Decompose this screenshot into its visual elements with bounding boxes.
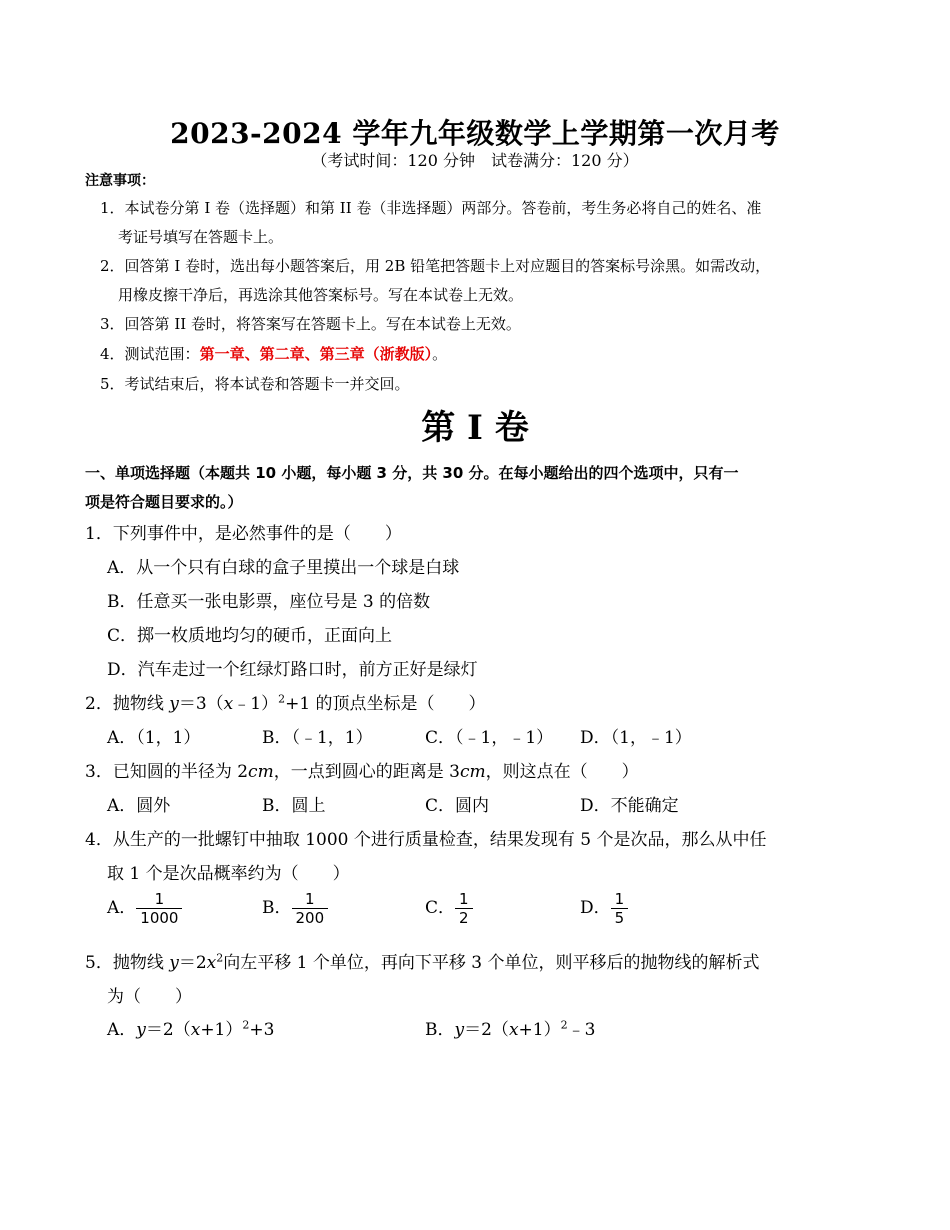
question-5-option-a: A．$y=2(x+1)^2+3$ — [107, 1018, 275, 1040]
question-4-option-b: B． $\frac{1}{200}$ — [262, 890, 328, 927]
notice-item-2: 2．回答第 I 卷时，选出每小题答案后，用 2B 铅笔把答题卡上对应题目的答案标号涂黑。如需改动， — [100, 257, 771, 275]
notice-item-2-cont: 用橡皮擦干净后，再选涂其他答案标号。写在本试卷上无效。 — [118, 286, 524, 304]
exam-subtitle: （考试时间：120 分钟 试卷满分：120 分） — [311, 151, 639, 170]
question-2-option-a: A．（1，1） — [107, 728, 201, 748]
question-3-option-b: B．圆上 — [262, 796, 326, 816]
question-4-stem: 4．从生产的一批螺钉中抽取 1000 个进行质量检查，结果发现有 5 个是次品，那么从中任 — [85, 830, 767, 850]
question-4-option-a: A． $\frac{1}{1000}$ — [107, 890, 182, 927]
question-4-option-d: D． $\frac{1}{5}$ — [580, 890, 628, 927]
part-heading: 一、单项选择题（本题共 10 小题，每小题 3 分，共 30 分。在每小题给出的四个选项中，只有一 — [85, 464, 739, 482]
question-4-option-c: C． $\frac{1}{2}$ — [425, 890, 473, 927]
fraction: $\frac{1}{5}$ — [611, 890, 629, 927]
section-title: 第 I 卷 — [421, 408, 529, 448]
test-scope: 第一章、第二章、第三章（浙教版） — [199, 345, 433, 363]
question-2-stem: 2．抛物线 y＝3（x﹣1）$^2$+1 的顶点坐标是（ ） — [85, 692, 486, 714]
notice-item-4: 4．测试范围：第一章、第二章、第三章（浙教版）。 — [100, 345, 448, 363]
question-3-option-c: C．圆内 — [425, 796, 490, 816]
question-5-option-b: B．$y=2(x+1)^2﹣3$ — [425, 1018, 596, 1040]
question-5-stem-cont: 为（ ） — [107, 987, 192, 1007]
question-1-stem: 1．下列事件中，是必然事件的是（ ） — [85, 524, 402, 544]
question-3-option-d: D．不能确定 — [580, 796, 679, 816]
question-1-option-b: B．任意买一张电影票，座位号是 3 的倍数 — [107, 592, 431, 612]
fraction: $\frac{1}{1000}$ — [136, 890, 182, 927]
fraction: $\frac{1}{200}$ — [292, 890, 329, 927]
notice-item-1-cont: 考证号填写在答题卡上。 — [118, 228, 284, 246]
question-1-option-c: C．掷一枚质地均匀的硬币，正面向上 — [107, 626, 393, 646]
notice-item-3: 3．回答第 II 卷时，将答案写在答题卡上。写在本试卷上无效。 — [100, 315, 521, 333]
question-2-option-d: D．（1，﹣1） — [580, 728, 692, 748]
part-heading-cont: 项是符合题目要求的。） — [85, 493, 243, 511]
question-1-option-a: A．从一个只有白球的盒子里摸出一个球是白球 — [107, 558, 460, 578]
fraction: $\frac{1}{2}$ — [455, 890, 473, 927]
question-2-option-b: B．（﹣1，1） — [262, 728, 373, 748]
notice-item-5: 5．考试结束后，将本试卷和答题卡一并交回。 — [100, 375, 410, 393]
question-3-stem: 3．已知圆的半径为 2cm，一点到圆心的距离是 3cm，则这点在（ ） — [85, 762, 639, 782]
question-1-option-d: D．汽车走过一个红绿灯路口时，前方正好是绿灯 — [107, 660, 478, 680]
question-5-stem: 5．抛物线 $y=2x^2$向左平移 1 个单位，再向下平移 3 个单位，则平移后的抛物线的解析式 — [85, 951, 760, 973]
question-3-option-a: A．圆外 — [107, 796, 171, 816]
question-2-option-c: C．（﹣1，﹣1） — [425, 728, 554, 748]
exam-title: 2023-2024 学年九年级数学上学期第一次月考 — [170, 117, 780, 150]
question-4-stem-cont: 取 1 个是次品概率约为（ ） — [107, 864, 350, 884]
notice-heading: 注意事项： — [85, 173, 155, 189]
notice-item-1: 1．本试卷分第 I 卷（选择题）和第 II 卷（非选择题）两部分。答卷前，考生务必将自己的姓名、准 — [100, 199, 762, 217]
